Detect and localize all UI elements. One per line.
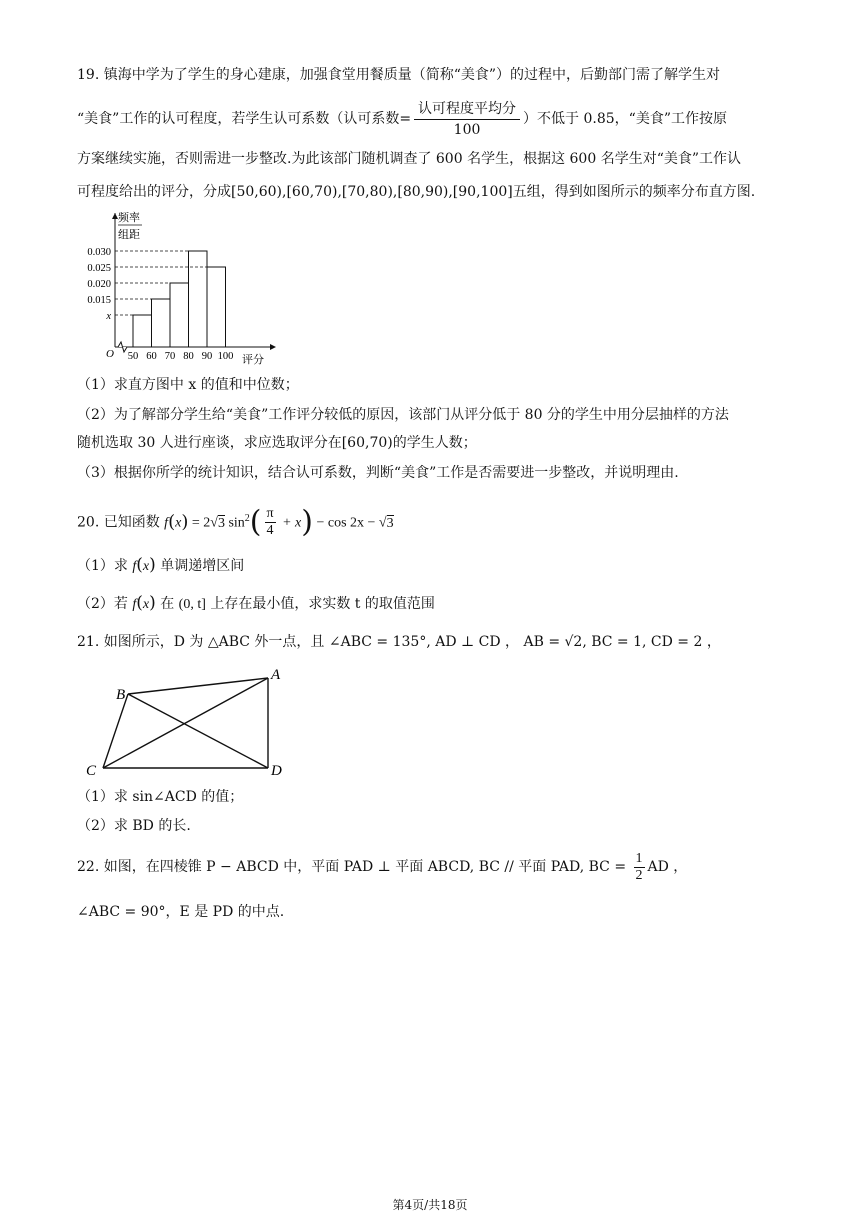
q20-sub2-pre: （2）若 — [77, 596, 133, 612]
half-fraction — [634, 851, 645, 884]
histogram-bar — [152, 299, 171, 347]
cos-term: − cos 2x − — [312, 515, 379, 531]
q22-line1-post: AD ， — [647, 859, 688, 875]
segment-bd — [128, 694, 268, 768]
y-axis-title-bottom: 组距 — [118, 229, 140, 241]
fraction-denominator: 100 — [453, 121, 481, 138]
q21-sub2: （2）求 BD 的长. — [77, 818, 191, 834]
func-eq: = 2 — [188, 515, 211, 531]
pi-over-4 — [265, 506, 276, 539]
pi-numerator: π — [266, 506, 274, 522]
q19-line4: 可程度给出的评分，分成[50,60),[60,70),[70,80),[80,90),[90,100]五组，得到如图所示的频率分布直方图. — [77, 184, 756, 200]
x-axis-arrow — [270, 344, 276, 350]
q19-sub3: （3）根据你所学的统计知识，结合认可系数，判断“美食”工作是否需要进一步整改，并说明理由. — [77, 465, 679, 481]
quadrilateral-figure — [80, 662, 290, 780]
x-tick-label: 80 — [183, 351, 194, 362]
label-c: C — [86, 763, 97, 779]
histogram-labels — [87, 210, 264, 366]
sqrt-symbol-2: √ — [378, 515, 387, 531]
four-denominator: 4 — [266, 523, 274, 539]
func-x: x — [175, 515, 182, 531]
q20-line1: 20. 已知函数 f(x) = 2√3 $\sin^2$( $\frac{\pi}{4}$ + x) − cos 2x − √3 — [77, 504, 394, 540]
q21-sub1: （1）求 sin∠ACD 的值； — [77, 789, 244, 805]
q19-line2-before: “美食”工作的认可程度，若学生认可系数（认可系数= — [77, 111, 412, 127]
q19-sub2-line2: 随机选取 30 人进行座谈，求应选取评分在[60,70)的学生人数； — [77, 435, 477, 451]
segment-ab — [128, 678, 268, 694]
label-b: B — [116, 687, 126, 703]
label-a: A — [271, 667, 281, 683]
y-tick-label: 0.030 — [87, 247, 111, 258]
q20-sub2: （2）若 f(x) 在 (0, t] 上存在最小值，求实数 t 的取值范围 — [77, 593, 435, 613]
half-denominator: 2 — [635, 867, 643, 883]
sin-text: sin — [224, 515, 245, 531]
sub2-x: x — [142, 597, 150, 612]
q20-sub2-post: 上存在最小值，求实数 t 的取值范围 — [205, 596, 435, 612]
x-tick-label: 50 — [127, 351, 139, 362]
y-tick-label: 0.020 — [87, 279, 111, 290]
sin-exponent: 2 — [244, 513, 250, 524]
label-d: D — [271, 763, 282, 779]
page-number: 第4页/共18页 — [392, 1198, 468, 1212]
frequency-histogram — [70, 208, 280, 368]
q22-line2: ∠ABC = 90°，E 是 PD 的中点. — [77, 904, 285, 920]
q21-line1: 21. 如图所示，D 为 △ABC 外一点，且 ∠ABC = 135°, AD ⊥ CD ， AB = √2, BC = 1, CD = 2 ， — [77, 634, 721, 650]
y-axis-title-top: 频率 — [118, 212, 140, 224]
q20-sub1: （1）求 f(x) 单调递增区间 — [77, 555, 245, 575]
sqrt-symbol: √ — [210, 515, 218, 531]
x-tick-label: 100 — [217, 351, 234, 362]
sqrt-radicand-2: 3 — [386, 515, 394, 531]
q19-line3: 方案继续实施，否则需进一步整改.为此该部门随机调查了 600 名学生，根据这 600 名学生对“美食”工作认 — [77, 151, 742, 167]
q20-interval: (0, t] — [178, 597, 206, 612]
q20-sub2-mid: 在 — [155, 596, 179, 612]
histogram-bar — [207, 267, 226, 347]
q20-sub1-pre: （1）求 — [77, 558, 133, 574]
sqrt-radicand: 3 — [217, 515, 225, 531]
q19-line2-after: ）不低于 0.85，“美食”工作按原 — [523, 111, 727, 127]
x-tick-label: 90 — [201, 351, 213, 362]
half-numerator: 1 — [635, 850, 643, 866]
histogram-bar — [189, 251, 208, 347]
x-tick-label: 60 — [146, 351, 157, 362]
func-f: f — [164, 515, 169, 531]
histogram-bars — [115, 251, 226, 347]
y-tick-label: x — [106, 311, 111, 322]
origin-label: O — [106, 348, 114, 360]
q20-sub1-post: 单调递增区间 — [155, 558, 245, 574]
plus-x: + x — [278, 515, 302, 531]
x-axis-title: 评分 — [242, 354, 264, 366]
q22-line1-pre: 22. 如图，在四棱锥 P − ABCD 中，平面 PAD ⊥ 平面 ABCD, BC // 平面 PAD, BC = — [77, 859, 631, 875]
axis-break-icon — [118, 342, 127, 352]
histogram-bar — [170, 283, 189, 347]
q20-prefix: 20. 已知函数 — [77, 514, 165, 531]
histogram-bar — [133, 315, 152, 347]
fraction-numerator: 认可程度平均分 — [414, 99, 520, 120]
sub2-f: f — [132, 597, 137, 612]
q22-line1 — [77, 846, 782, 888]
q19-line1: 19. 镇海中学为了学生的身心建康，加强食堂用餐质量（简称“美食”）的过程中，后勤部门需了解学生对 — [77, 67, 721, 83]
sub1-x: x — [142, 559, 150, 574]
x-tick-label: 70 — [164, 351, 176, 362]
q19-sub1: （1）求直方图中 x 的值和中位数； — [77, 377, 299, 393]
sub1-f: f — [132, 559, 137, 574]
q19-sub2-line1: （2）为了解部分学生给“美食”工作评分较低的原因，该部门从评分低于 80 分的学生中用分层抽样的方法 — [77, 407, 729, 423]
q19-line2 — [77, 96, 782, 142]
coefficient-fraction — [414, 99, 520, 140]
y-tick-label: 0.015 — [87, 295, 111, 306]
y-tick-label: 0.025 — [87, 263, 111, 274]
